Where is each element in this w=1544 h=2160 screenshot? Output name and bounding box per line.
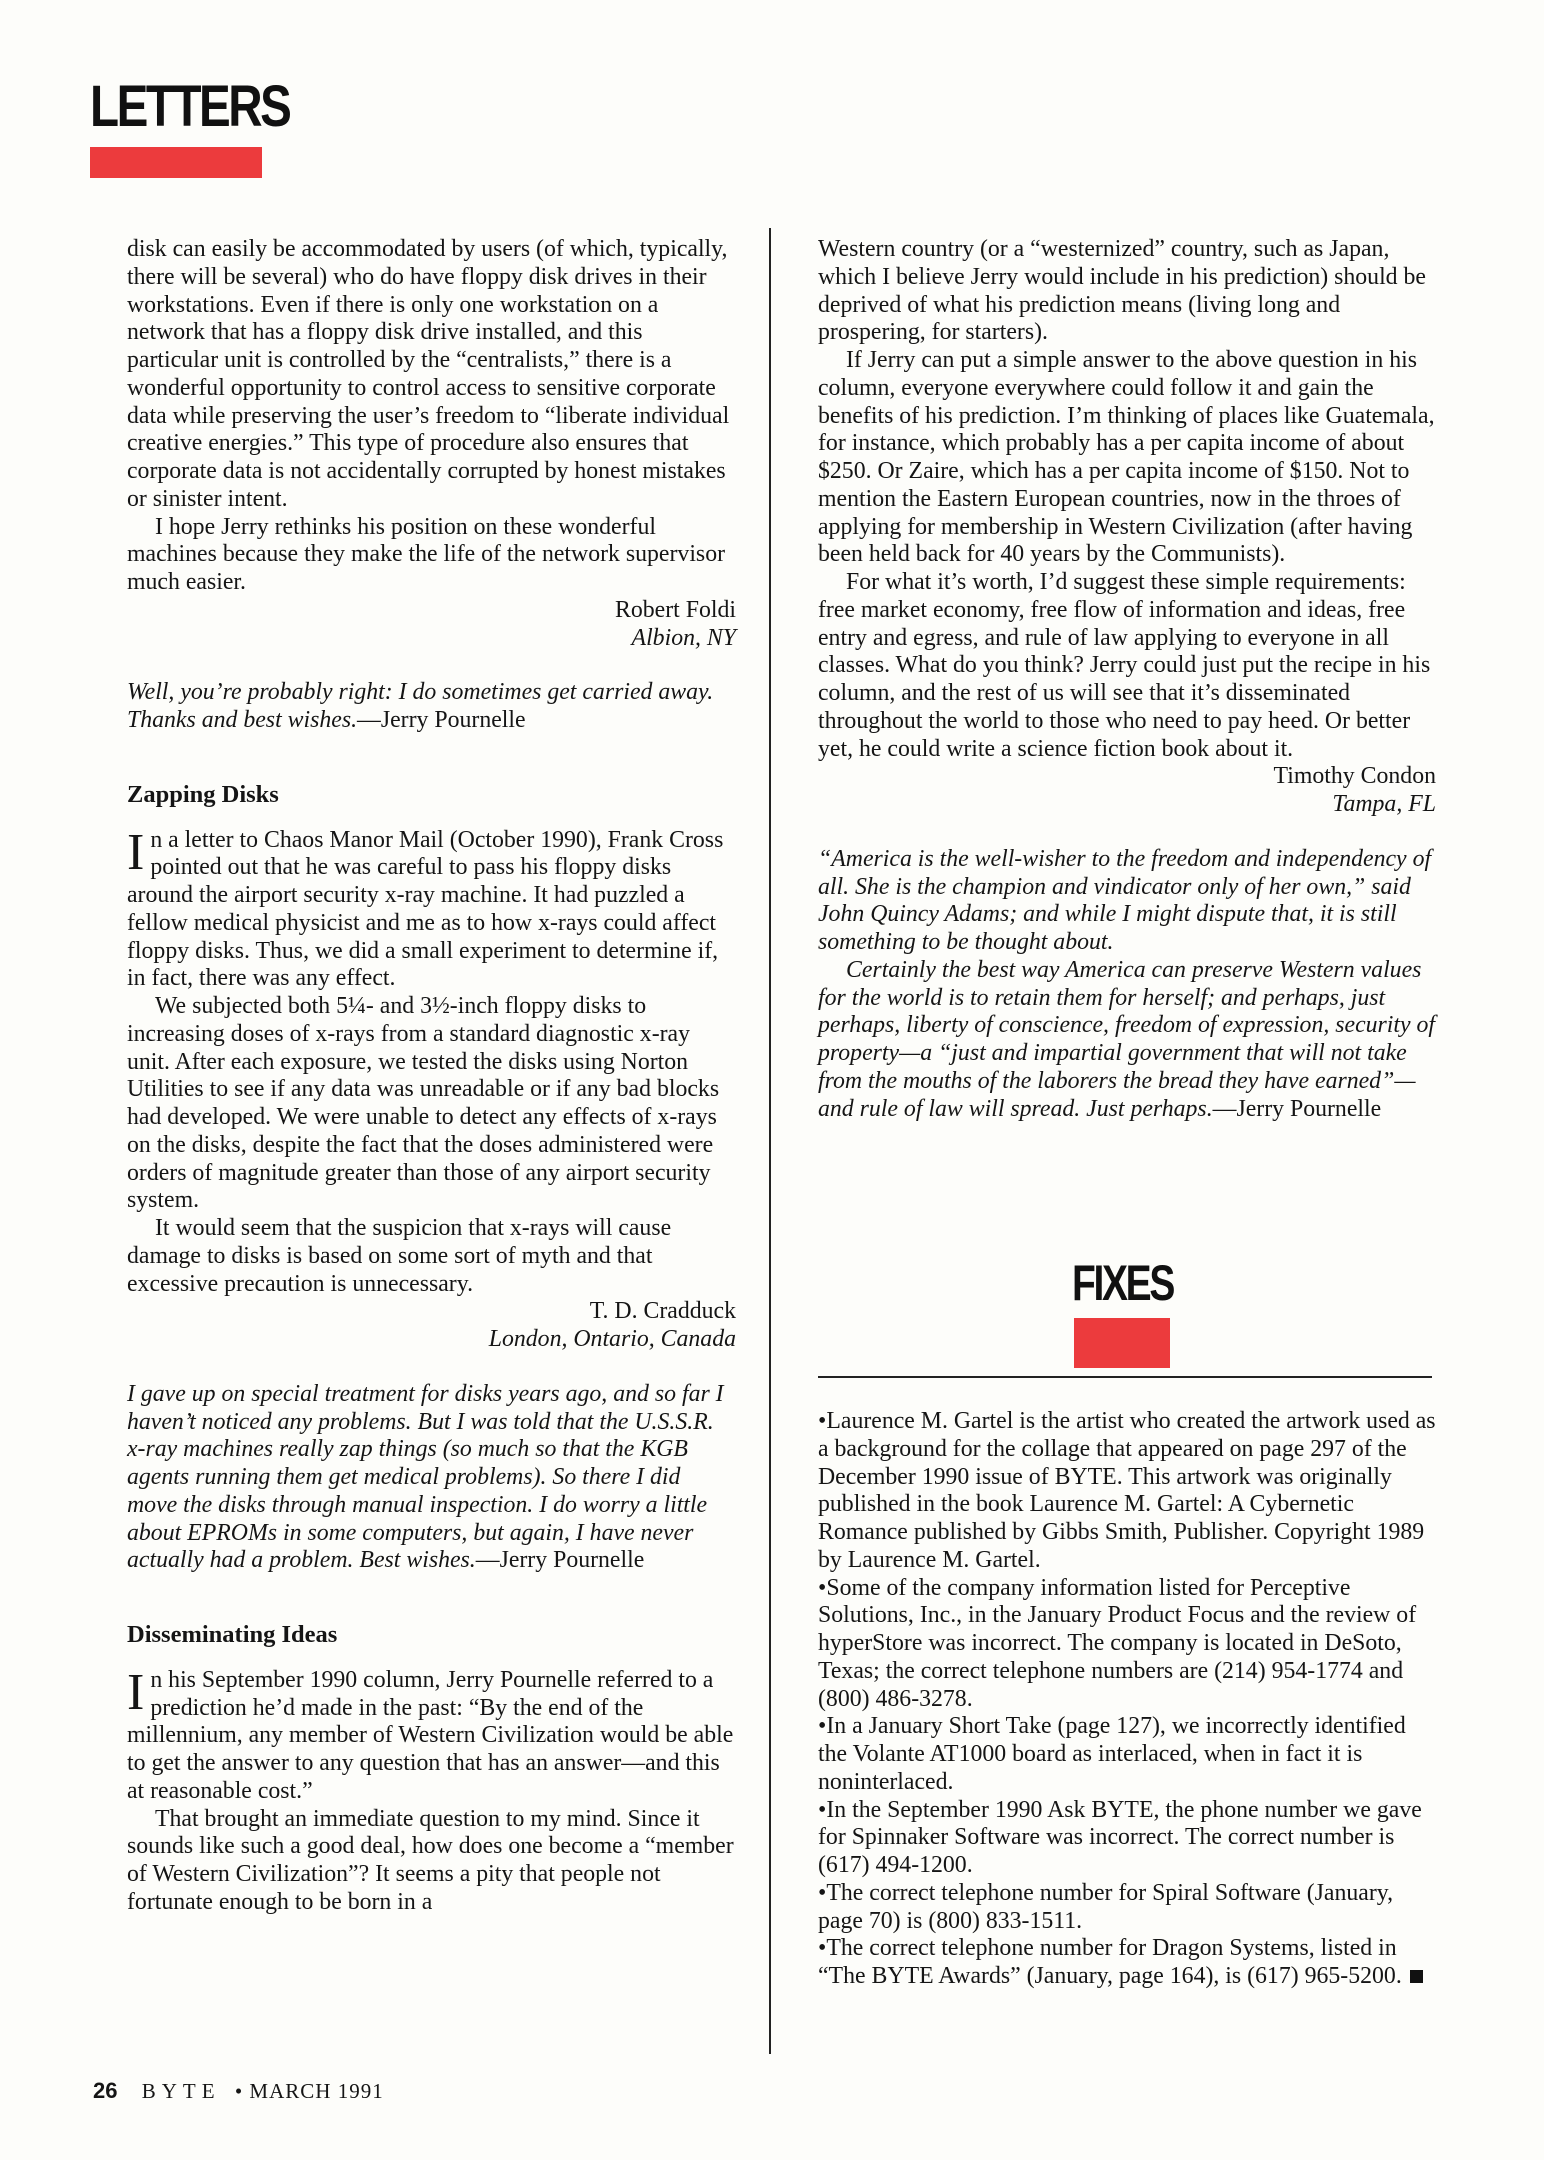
letter1-signature <box>127 597 736 653</box>
zapping-paragraph: We subjected both 5¼- and 3½-inch floppy disks to increasing doses of x-rays from a standard diagnostic x-ray unit. After each exposure, we tested the disks using Norton Utilities to see if any data was unreadable or if any bad blocks had developed. We were unable to detect any effects of x-rays on the disks, despite the fact that the doses administered were orders of magnitude greater than those of any airport security system. <box>127 993 720 1214</box>
author-name: Timothy Condon <box>1273 763 1436 790</box>
letter1-paragraph: I hope Jerry rethinks his position on these wonderful machines because they make the life of the network supervisor much easier. <box>127 513 726 595</box>
letter1-paragraph: disk can easily be accommodated by users (of which, typically, there will be several) who do have floppy disk drives in their workstations. Even if there is only one workstation on a network that has a floppy disk drive installed, and this particular unit is controlled by the “centralists,” there is a wonderful opportunity to control access to sensitive corporate data while preserving the user’s freedom to “liberate individual creative energies.” This type of procedure also ensures that corporate data is not accidentally corrupted by honest mistakes or sinister intent. <box>127 236 730 512</box>
reply-signature: —Jerry Pournelle <box>475 1547 645 1574</box>
reply-text: Certainly the best way America can preserve Western values for the world is to retain them for herself; and perhaps, just perhaps, liberty of conscience, freedom of expression, security of property—a “just and impartial government that will not take from the mouths of the laborers the bread they have earned”—and rule of law will spread. Just perhaps. <box>818 956 1436 1122</box>
reply-text: I gave up on special treatment for disks years ago, and so far I haven’t noticed any problems. But I was told that the U.S.S.R. x-ray machines really zap things (so much so that the KGB agents running them get medical problems). So there I did move the disks through manual inspection. I do worry a little about EPROMs in some computers, but again, I have never actually had a problem. Best wishes. <box>127 1380 724 1574</box>
fix-item: • The correct telephone number for Spiral Software (January, page 70) is (800) 833-1511. <box>818 1880 1436 1936</box>
reply-signature: —Jerry Pournelle <box>1212 1095 1382 1122</box>
magazine-name: BYTE <box>141 2079 221 2103</box>
page-number: 26 <box>93 2078 118 2103</box>
column-divider <box>769 228 771 2054</box>
fixes-heading: FIXES <box>1072 1255 1173 1311</box>
author-name: Robert Foldi <box>615 596 736 623</box>
editor-reply <box>818 957 1436 1124</box>
author-location: Tampa, FL <box>1332 791 1436 817</box>
fixes-list <box>818 1408 1436 1991</box>
reply-signature: —Jerry Pournelle <box>357 707 526 733</box>
fixes-red-bar <box>1074 1318 1170 1368</box>
left-column <box>127 236 736 1917</box>
paragraph-text: n a letter to Chaos Manor Mail (October 1990), Frank Cross pointed out that he was careful to pass his floppy disks around the airport security x-ray machine. It had puzzled a fellow medical physicist and me as to how x-rays could affect floppy disks. Thus, we did a small experiment to determine if, in fact, there was any effect. <box>127 826 724 992</box>
drop-cap: I <box>127 823 145 881</box>
heading-red-bar <box>90 147 262 178</box>
section-title-zapping: Zapping Disks <box>127 780 279 808</box>
fix-item: • Laurence M. Gartel is the artist who created the artwork used as a background for the collage that appeared on page 297 of the December 1990 issue of BYTE. This artwork was originally published in the book Laurence M. Gartel: A Cybernetic Romance published by Gibbs Smith, Publisher. Copyright 1989 by Laurence M. Gartel. <box>818 1408 1436 1575</box>
section-title-disseminating: Disseminating Ideas <box>127 1621 338 1648</box>
letter-paragraph: If Jerry can put a simple answer to the above question in his column, everyone everywhere could follow it and gain the benefits of his prediction. I’m thinking of places like Guatemala, for instance, which probably has a per capita income of about $250. Or Zaire, which has a per capita income of $150. Not to mention the Eastern European countries, now in the throes of applying for membership in Western Civilization (after having been held back for 40 years by the Communists). <box>818 347 1435 568</box>
letter-signature <box>818 763 1436 819</box>
editor-reply <box>127 1381 736 1575</box>
zapping-paragraph: It would seem that the suspicion that x-rays will cause damage to disks is based on some sort of myth and that excessive precaution is unnecessary. <box>127 1215 672 1297</box>
paragraph-text: n his September 1990 column, Jerry Pournelle referred to a prediction he’d made in the past: “By the end of the millennium, any member of Western Civilization would be able to get the answer to any question that has an answer—and this at reasonable cost.” <box>127 1666 734 1804</box>
editor-reply: “America is the well-wisher to the freedom and independency of all. She is the champion and vindicator only of her own,” said John Quincy Adams; and while I might dispute that, it is still something to be thought about. <box>818 845 1432 955</box>
page-footer <box>93 2078 384 2104</box>
disseminating-paragraph <box>127 1663 736 1806</box>
fix-item: • Some of the company information listed for Perceptive Solutions, Inc., in the January Product Focus and the review of hyperStore was incorrect. The company is located in DeSoto, Texas; the correct telephone numbers are (214) 954-1774 and (800) 486-3278. <box>818 1575 1436 1714</box>
letter-paragraph: For what it’s worth, I’d suggest these simple requirements: free market economy, free flow of information and ideas, free entry and egress, and rule of law applying to everyone in all classes. What do you think? Jerry could just put the recipe in his column, and the rest of us will see that it’s disseminated throughout the world to those who need to pay heed. Or better yet, he could write a science fiction book about it. <box>818 569 1431 762</box>
editor-reply <box>127 679 736 735</box>
reply-text: Well, you’re probably right: I do sometimes get carried away. Thanks and best wishes. <box>127 679 714 733</box>
disseminating-paragraph: That brought an immediate question to my mind. Since it sounds like such a good deal, how does one become a “member of Western Civilization”? It seems a pity that people not fortunate enough to be born in a <box>127 1805 734 1915</box>
issue-date: MARCH 1991 <box>249 2079 384 2103</box>
drop-cap: I <box>127 1663 145 1721</box>
end-mark <box>1410 1970 1423 1983</box>
right-column <box>818 236 1436 1123</box>
fixes-rule <box>818 1376 1432 1378</box>
author-name: T. D. Cradduck <box>589 1298 736 1325</box>
fix-item: • In a January Short Take (page 127), we incorrectly identified the Volante AT1000 board as interlaced, when in fact it is noninterlaced. <box>818 1713 1436 1796</box>
section-heading: LETTERS <box>90 74 290 139</box>
fix-item-text: The correct telephone number for Dragon Systems, listed in “The BYTE Awards” (January, page 164), is (617) 965-5200. <box>818 1935 1402 1989</box>
fix-item <box>818 1935 1436 1991</box>
fix-item: • In the September 1990 Ask BYTE, the phone number we gave for Spinnaker Software was incorrect. The correct number is (617) 494-1200. <box>818 1797 1436 1880</box>
zapping-signature <box>127 1298 736 1354</box>
letter-paragraph: Western country (or a “westernized” country, such as Japan, which I believe Jerry would include in his prediction) should be deprived of what his prediction means (living long and prospering, for starters). <box>818 236 1426 346</box>
author-location: London, Ontario, Canada <box>488 1326 736 1352</box>
footer-separator: • <box>234 2079 244 2103</box>
author-location: Albion, NY <box>631 624 736 651</box>
zapping-paragraph <box>127 823 736 994</box>
